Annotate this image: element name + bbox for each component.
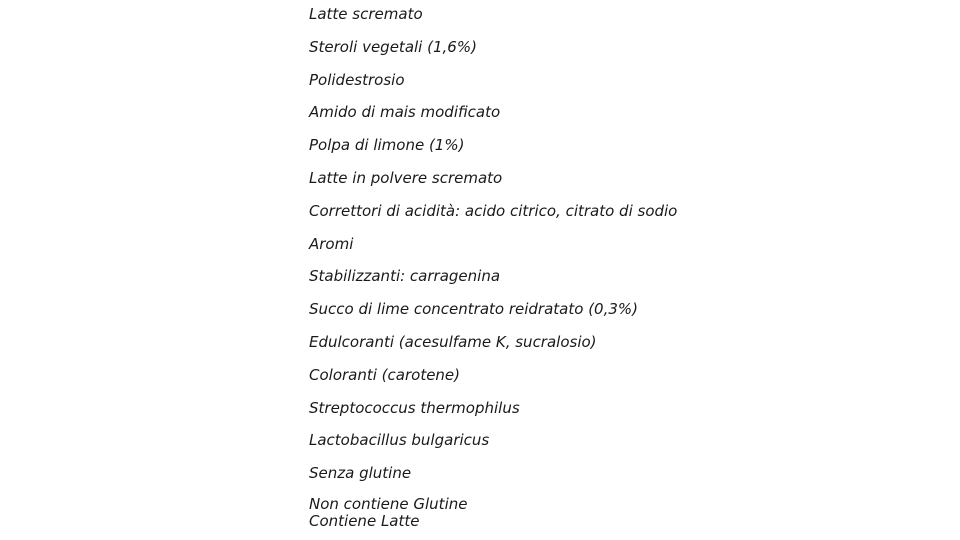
list-item: Amido di mais modificato [309, 103, 501, 122]
list-item: Steroli vegetali (1,6%) [309, 37, 477, 56]
list-item: Latte in polvere scremato [309, 168, 503, 187]
list-item: Polpa di limone (1%) [309, 136, 465, 155]
list-item: Succo di lime concentrato reidratato (0,3%) [309, 300, 639, 319]
list-item: Latte scremato [309, 5, 423, 23]
list-item: Streptococcus thermophilus [309, 398, 520, 417]
list-item: Polidestrosio [309, 70, 405, 89]
allergen-info [309, 496, 677, 529]
list-item: Lactobacillus bulgaricus [309, 431, 490, 450]
list-item: Edulcoranti (acesulfame K, sucralosio) [309, 332, 597, 351]
list-item: Coloranti (carotene) [309, 365, 461, 384]
list-item: Correttori di acidità: acido citrico, citrato di sodio [309, 201, 678, 220]
allergen-line: Non contiene Glutine [309, 494, 468, 513]
list-item: Senza glutine [309, 464, 412, 483]
ingredient-list [309, 4, 677, 529]
list-item: Stabilizzanti: carragenina [309, 267, 501, 286]
list-item: Aromi [309, 234, 354, 253]
allergen-line: Contiene Latte [309, 511, 420, 530]
